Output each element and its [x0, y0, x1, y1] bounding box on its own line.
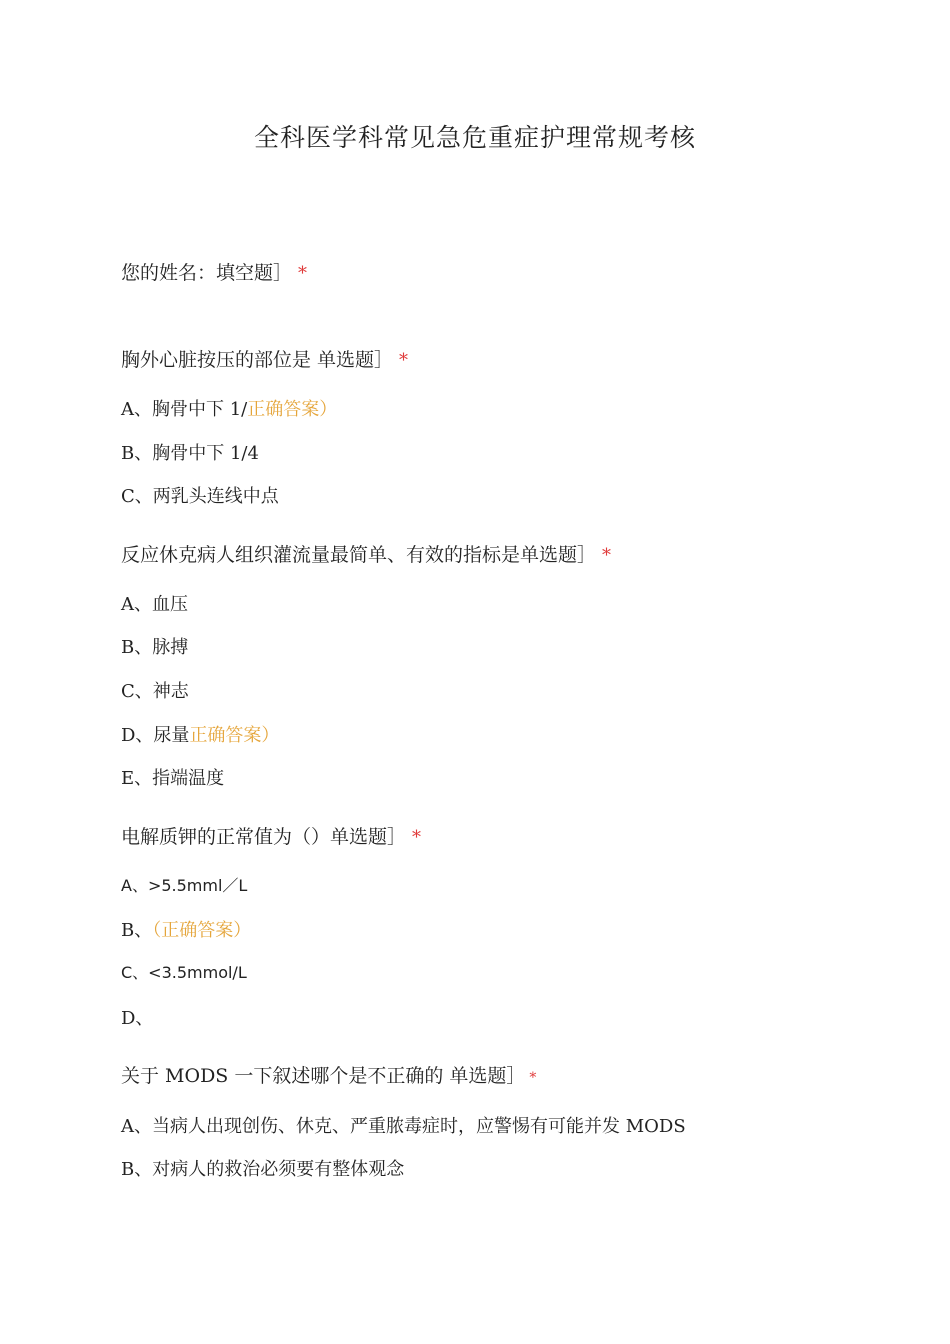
- option-text: D、尿量: [121, 725, 190, 746]
- q3-option-c[interactable]: [121, 960, 247, 983]
- q1-option-c[interactable]: C、两乳头连线中点: [121, 486, 279, 507]
- required-star-icon: *: [602, 545, 612, 566]
- page-title: 全科医学科常见急危重症护理常规考核: [253, 123, 696, 152]
- q2-option-a[interactable]: A、血压: [121, 594, 188, 615]
- q2-option-e[interactable]: E、指端温度: [121, 768, 225, 789]
- q3-option-b[interactable]: [121, 916, 251, 942]
- correct-answer-tag: 正确答案）: [189, 725, 280, 746]
- question-text: 关于 MODS 一下叙述哪个是不正确的 单选题］: [121, 1065, 526, 1087]
- question-text: 反应休克病人组织灌流量最简单、有效的指标是单选题］: [121, 544, 597, 566]
- required-star-icon: *: [298, 263, 308, 284]
- q2-option-d[interactable]: [121, 721, 279, 747]
- q1-option-b[interactable]: B、胸骨中下 1/4: [121, 443, 259, 464]
- option-text: A、>5.5mml／L: [121, 876, 248, 895]
- q3-option-d[interactable]: D、: [121, 1008, 154, 1029]
- question-text: 您的姓名：填空题］: [121, 262, 293, 284]
- required-star-icon: *: [399, 350, 409, 371]
- question-4: [121, 1061, 536, 1088]
- question-text: 胸外心脏按压的部位是 单选题］: [121, 349, 394, 371]
- q4-option-b[interactable]: B、对病人的救治必须要有整体观念: [121, 1159, 405, 1180]
- question-text: 电解质钾的正常值为（）单选题］: [121, 826, 407, 848]
- q2-option-b[interactable]: B、脉搏: [121, 637, 189, 658]
- q4-option-a[interactable]: A、当病人出现创伤、休克、严重脓毒症时，应警惕有可能并发 MODS: [121, 1116, 686, 1137]
- required-star-icon: *: [412, 827, 422, 848]
- required-star-icon: *: [529, 1070, 537, 1086]
- question-3: [121, 822, 421, 849]
- question-2: [121, 540, 611, 567]
- option-text: C、<3.5mmol/L: [121, 963, 247, 982]
- correct-answer-tag: （正确答案）: [152, 920, 252, 941]
- correct-answer-tag: 正确答案）: [247, 399, 338, 420]
- option-text: A、胸骨中下 1/: [121, 399, 248, 420]
- q2-option-c[interactable]: C、神志: [121, 681, 189, 702]
- q3-option-a[interactable]: [121, 873, 247, 896]
- q1-option-a[interactable]: [121, 395, 337, 421]
- option-text: B、: [121, 920, 153, 941]
- question-name: [121, 258, 307, 285]
- question-1: [121, 345, 408, 372]
